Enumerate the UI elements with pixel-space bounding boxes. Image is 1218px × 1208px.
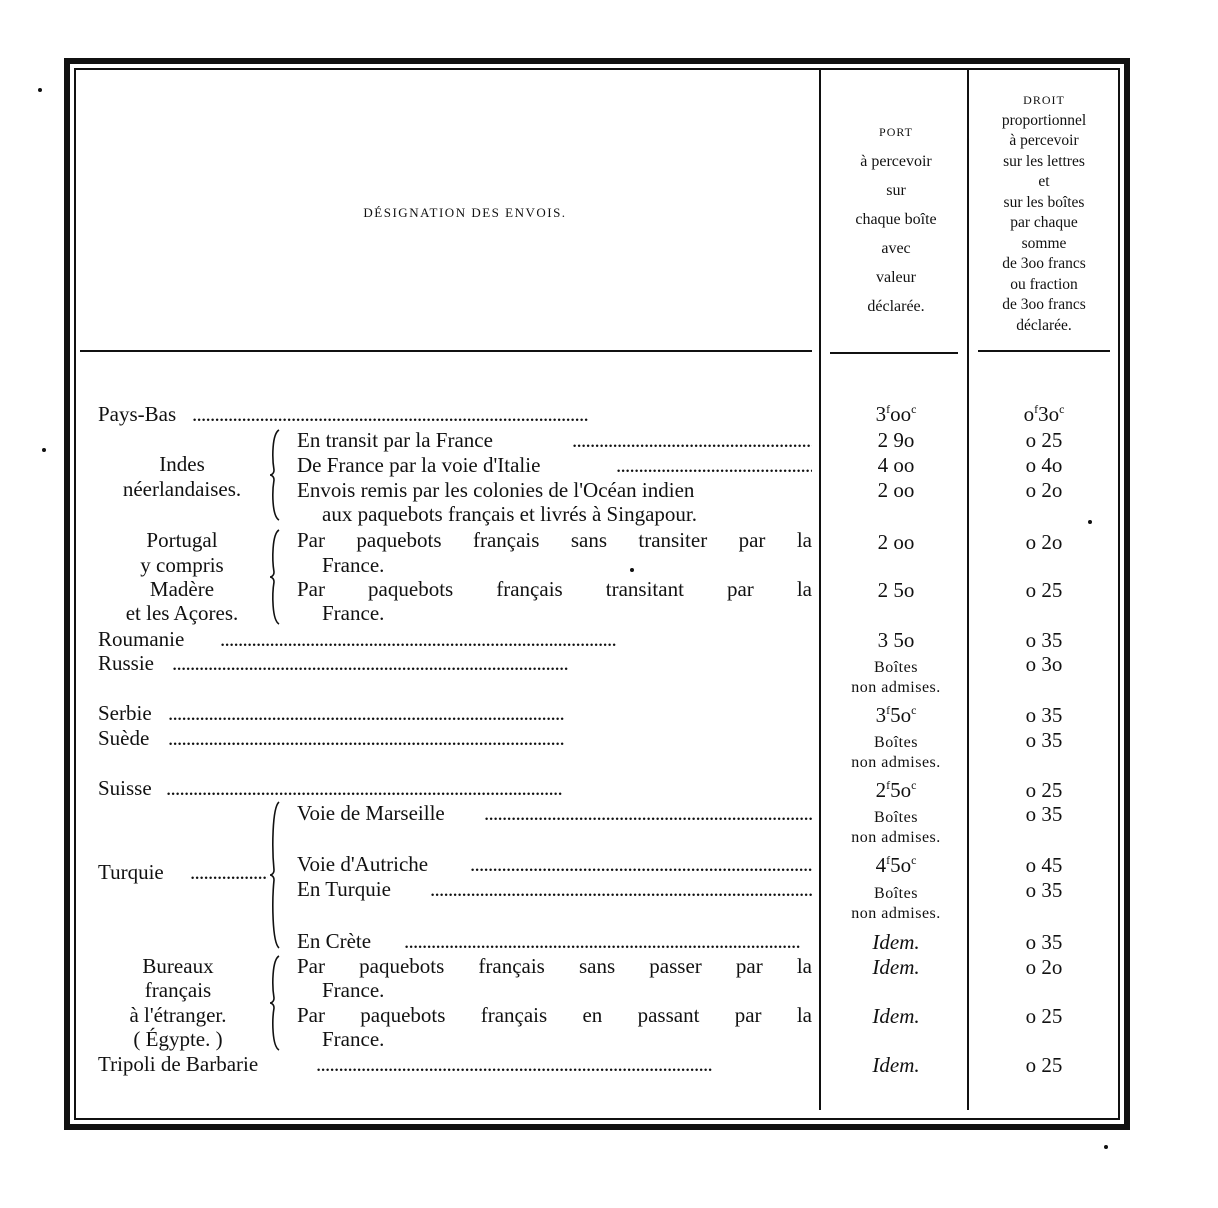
port-value: Idem. xyxy=(872,955,920,979)
droit-amount: o xyxy=(1023,402,1035,426)
scan-speck xyxy=(1104,1145,1108,1149)
droit-value: o 25 xyxy=(1025,1004,1063,1028)
droit-header xyxy=(970,90,1118,336)
port-value: 2 9o xyxy=(877,428,915,452)
leader-dots xyxy=(168,701,812,725)
port-header-line: déclarée. xyxy=(867,298,925,315)
group-label: y compris xyxy=(140,553,224,577)
column-rule xyxy=(967,70,969,1110)
brace xyxy=(268,800,278,950)
leader-dots xyxy=(166,776,812,800)
route-text-cont: France. xyxy=(322,601,385,625)
group-label: Portugal xyxy=(146,528,218,552)
droit-value: o 35 xyxy=(1025,628,1063,652)
port-value: 2 oo xyxy=(877,478,915,502)
country-name: Roumanie xyxy=(98,627,185,651)
droit-header-line: DROIT xyxy=(1023,93,1065,107)
port-header-line: à percevoir xyxy=(860,153,932,170)
scan-speck xyxy=(630,568,634,572)
route-text-cont: France. xyxy=(322,553,385,577)
port-note: non admises. xyxy=(851,679,941,696)
country-name: Russie xyxy=(98,651,155,675)
port-header-line: sur xyxy=(886,182,906,199)
brace xyxy=(268,954,278,1052)
port-value xyxy=(826,778,966,802)
port-amount: 2 xyxy=(875,778,887,802)
port-value: 3 5o xyxy=(877,628,915,652)
designation-header: DÉSIGNATION DES ENVOIS. xyxy=(363,205,567,220)
port-amount: 5o xyxy=(890,703,912,727)
group-label: Indes xyxy=(159,452,205,476)
droit-value: o 2o xyxy=(1025,530,1063,554)
leader-dots xyxy=(572,428,812,452)
unit-sup: f xyxy=(886,853,891,867)
country-name: Pays-Bas xyxy=(98,402,177,426)
port-header-line: valeur xyxy=(876,269,916,286)
port-header-line: avec xyxy=(881,240,911,257)
route-text: Par paquebots français en passant par la xyxy=(297,1003,812,1027)
droit-value: o 25 xyxy=(1025,1053,1063,1077)
route-text: Par paquebots français sans passer par la xyxy=(297,954,812,978)
droit-value: o 25 xyxy=(1025,578,1063,602)
port-note: Boîtes xyxy=(874,734,918,751)
droit-value: o 25 xyxy=(1025,428,1063,452)
country-name: Serbie xyxy=(98,701,152,725)
route-text: De France par la voie d'Italie xyxy=(297,453,541,477)
route-text: Par paquebots français transitant par la xyxy=(297,577,812,601)
route-text: Voie d'Autriche xyxy=(297,852,429,876)
port-header-line: PORT xyxy=(879,125,913,139)
port-amount: 3 xyxy=(875,703,887,727)
column-rule xyxy=(819,70,821,1110)
unit-sup: f xyxy=(886,402,891,416)
country-name: Suède xyxy=(98,726,150,750)
port-value: 2 oo xyxy=(877,530,915,554)
port-value: Idem. xyxy=(872,1004,920,1028)
group-label: Bureaux xyxy=(142,954,214,978)
route-text-cont: aux paquebots français et livrés à Singapour. xyxy=(322,502,697,526)
droit-value: o 35 xyxy=(1025,878,1063,902)
group-label: ( Égypte. ) xyxy=(133,1027,223,1051)
leader-dots xyxy=(168,726,812,750)
header-rule xyxy=(830,352,958,354)
unit-sup: c xyxy=(911,853,917,867)
unit-sup: f xyxy=(1034,402,1039,416)
group-label: français xyxy=(144,978,212,1002)
port-value: Idem. xyxy=(872,1053,920,1077)
port-note: Boîtes xyxy=(874,885,918,902)
droit-header-line: sur les boîtes xyxy=(1003,193,1085,211)
route-text: En Crète xyxy=(297,929,372,953)
droit-value: o 35 xyxy=(1025,728,1063,752)
droit-value: o 35 xyxy=(1025,802,1063,826)
port-value xyxy=(826,402,966,426)
leader-dots xyxy=(404,929,812,953)
brace xyxy=(268,528,278,626)
unit-sup: c xyxy=(911,778,917,792)
route-text: Voie de Marseille xyxy=(297,801,445,825)
country-name: Turquie xyxy=(98,860,164,884)
port-amount: 5o xyxy=(890,778,912,802)
route-text: Envois remis par les colonies de l'Océan indien xyxy=(297,478,695,502)
port-note: non admises. xyxy=(851,905,941,922)
leader-dots xyxy=(190,860,268,884)
droit-amount: 3o xyxy=(1038,402,1060,426)
port-amount: 4 xyxy=(875,853,887,877)
header-rule xyxy=(80,350,812,352)
unit-sup: f xyxy=(886,778,891,792)
unit-sup: c xyxy=(911,703,917,717)
scan-speck xyxy=(38,88,42,92)
leader-dots xyxy=(192,402,812,426)
droit-header-line: déclarée. xyxy=(1016,316,1072,334)
droit-value: o 3o xyxy=(1025,652,1063,676)
port-header-line: chaque boîte xyxy=(855,211,937,228)
port-note: non admises. xyxy=(851,829,941,846)
port-value: Idem. xyxy=(872,930,920,954)
droit-value: o 4o xyxy=(1025,453,1063,477)
port-note: non admises. xyxy=(851,754,941,771)
leader-dots xyxy=(470,852,812,876)
port-value: 4 oo xyxy=(877,453,915,477)
port-header xyxy=(826,118,966,321)
leader-dots xyxy=(220,627,812,651)
droit-value: o 25 xyxy=(1025,778,1063,802)
brace xyxy=(268,428,278,522)
port-note: Boîtes xyxy=(874,659,918,676)
droit-header-line: proportionnel xyxy=(1001,111,1087,129)
droit-value: o 45 xyxy=(1025,853,1063,877)
leader-dots xyxy=(430,877,812,901)
droit-header-line: à percevoir xyxy=(1009,132,1079,149)
port-amount: oo xyxy=(890,402,912,426)
droit-header-line: de 3oo francs xyxy=(1002,255,1086,272)
leader-dots xyxy=(316,1052,812,1076)
country-name: Tripoli de Barbarie xyxy=(98,1052,259,1076)
port-value xyxy=(826,703,966,727)
port-value: 2 5o xyxy=(877,578,915,602)
header-rule xyxy=(978,350,1110,352)
leader-dots xyxy=(616,453,812,477)
route-text: En transit par la France xyxy=(297,428,493,452)
unit-sup: c xyxy=(911,402,917,416)
scan-speck xyxy=(42,448,46,452)
droit-value xyxy=(972,402,1116,426)
route-text: En Turquie xyxy=(297,877,391,901)
group-label: à l'étranger. xyxy=(129,1003,227,1027)
unit-sup: f xyxy=(886,703,891,717)
route-text-cont: France. xyxy=(322,978,385,1002)
droit-value: o 35 xyxy=(1025,930,1063,954)
droit-header-line: par chaque xyxy=(1010,214,1078,231)
scan-speck xyxy=(1088,520,1092,524)
port-value xyxy=(826,853,966,877)
droit-header-line: sur les lettres xyxy=(1003,152,1085,170)
route-text: Par paquebots français sans transiter par la xyxy=(297,528,812,552)
port-amount: 5o xyxy=(890,853,912,877)
group-label: néerlandaises. xyxy=(122,477,242,501)
group-label: et les Açores. xyxy=(125,601,239,625)
route-text-cont: France. xyxy=(322,1027,385,1051)
unit-sup: c xyxy=(1059,402,1065,416)
droit-value: o 35 xyxy=(1025,703,1063,727)
droit-header-line: et xyxy=(1038,173,1050,190)
droit-header-line: somme xyxy=(1021,234,1067,252)
port-note: Boîtes xyxy=(874,809,918,826)
leader-dots xyxy=(172,651,812,675)
group-label: Madère xyxy=(149,577,215,601)
droit-header-line: de 3oo francs xyxy=(1002,296,1086,313)
droit-value: o 2o xyxy=(1025,955,1063,979)
country-name: Suisse xyxy=(98,776,152,800)
port-amount: 3 xyxy=(875,402,887,426)
droit-header-line: ou fraction xyxy=(1010,275,1078,293)
droit-value: o 2o xyxy=(1025,478,1063,502)
leader-dots xyxy=(484,801,812,825)
